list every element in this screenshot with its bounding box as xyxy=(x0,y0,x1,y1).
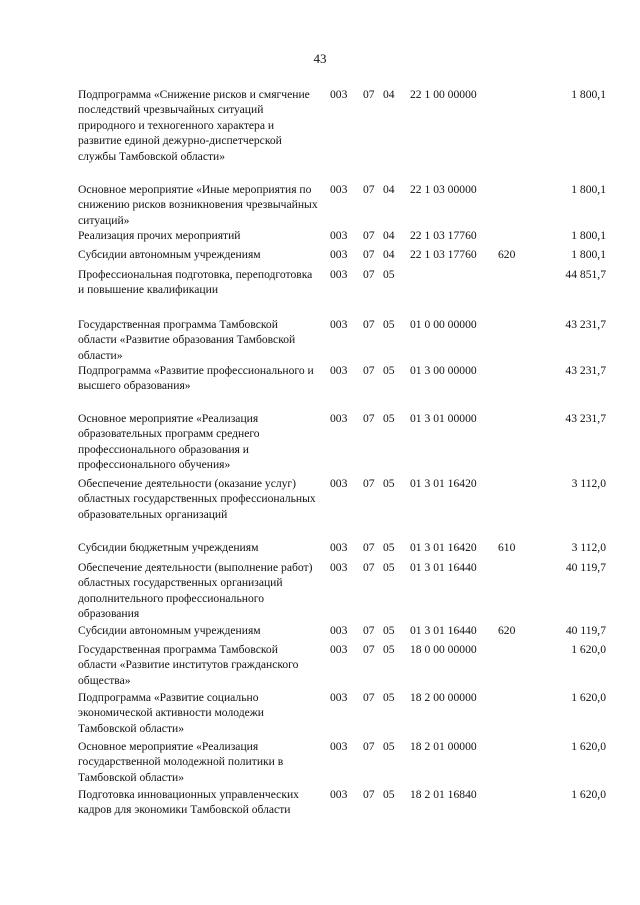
row-podrazdel-code: 05 xyxy=(383,318,395,331)
row-razdel-code: 07 xyxy=(363,691,375,704)
row-glav-code: 003 xyxy=(330,477,348,490)
row-razdel-code: 07 xyxy=(363,788,375,801)
row-podrazdel-code: 05 xyxy=(383,788,395,801)
row-glav-code: 003 xyxy=(330,624,348,637)
row-sum: 1 620,0 xyxy=(571,788,606,801)
row-glav-code: 003 xyxy=(330,643,348,656)
row-podrazdel-code: 04 xyxy=(383,183,395,196)
row-target-article: 01 3 00 00000 xyxy=(410,364,477,377)
row-podrazdel-code: 05 xyxy=(383,541,395,554)
row-podrazdel-code: 05 xyxy=(383,477,395,490)
row-name: Подпрограмма «Развитие социально экономической активности молодежи Тамбовской области» xyxy=(78,691,264,735)
row-sum: 1 800,1 xyxy=(571,229,606,242)
row-razdel-code: 07 xyxy=(363,412,375,425)
row-podrazdel-code: 05 xyxy=(383,624,395,637)
row-razdel-code: 07 xyxy=(363,561,375,574)
row-glav-code: 003 xyxy=(330,541,348,554)
row-expense-type: 610 xyxy=(498,541,516,554)
row-razdel-code: 07 xyxy=(363,229,375,242)
row-target-article: 01 0 00 00000 xyxy=(410,318,477,331)
row-glav-code: 003 xyxy=(330,561,348,574)
row-razdel-code: 07 xyxy=(363,268,375,281)
row-sum: 3 112,0 xyxy=(571,477,606,490)
row-sum: 1 800,1 xyxy=(571,248,606,261)
row-name: Государственная программа Тамбовской области «Развитие институтов гражданского общества» xyxy=(78,643,299,687)
row-sum: 44 851,7 xyxy=(565,268,606,281)
row-target-article: 18 0 00 00000 xyxy=(410,643,477,656)
row-glav-code: 003 xyxy=(330,691,348,704)
row-name: Подпрограмма «Снижение рисков и смягчение последствий чрезвычайных ситуаций природного и техногенного характера и развитие единой дежурно-диспетчерской службы Тамбовской области» xyxy=(78,88,310,163)
row-name: Подготовка инновационных управленческих кадров для экономики Тамбовской области xyxy=(78,788,299,817)
row-razdel-code: 07 xyxy=(363,477,375,490)
row-target-article: 01 3 01 16440 xyxy=(410,624,477,637)
row-name: Профессиональная подготовка, переподготовка и повышение квалификации xyxy=(78,268,313,297)
row-glav-code: 003 xyxy=(330,364,348,377)
row-sum: 40 119,7 xyxy=(565,624,606,637)
row-razdel-code: 07 xyxy=(363,624,375,637)
row-razdel-code: 07 xyxy=(363,541,375,554)
row-name: Субсидии бюджетным учреждениям xyxy=(78,541,259,554)
row-target-article: 18 2 01 00000 xyxy=(410,740,477,753)
row-sum: 3 112,0 xyxy=(571,541,606,554)
row-glav-code: 003 xyxy=(330,88,348,101)
row-name: Государственная программа Тамбовской области «Развитие образования Тамбовской области» xyxy=(78,318,296,362)
row-name: Обеспечение деятельности (выполнение работ) областных государственных организаций дополнительного профессионального образования xyxy=(78,561,313,621)
row-sum: 1 800,1 xyxy=(571,88,606,101)
row-name: Подпрограмма «Развитие профессионального и высшего образования» xyxy=(78,364,314,393)
row-target-article: 22 1 03 00000 xyxy=(410,183,477,196)
row-glav-code: 003 xyxy=(330,183,348,196)
row-name: Субсидии автономным учреждениям xyxy=(78,624,261,637)
row-razdel-code: 07 xyxy=(363,740,375,753)
row-sum: 43 231,7 xyxy=(565,412,606,425)
row-target-article: 01 3 01 16420 xyxy=(410,477,477,490)
row-glav-code: 003 xyxy=(330,229,348,242)
row-glav-code: 003 xyxy=(330,268,348,281)
page-number: 43 xyxy=(313,51,327,66)
row-target-article: 22 1 03 17760 xyxy=(410,248,477,261)
row-name: Реализация прочих мероприятий xyxy=(78,229,241,242)
row-sum: 43 231,7 xyxy=(565,318,606,331)
row-podrazdel-code: 05 xyxy=(383,364,395,377)
row-name: Основное мероприятие «Реализация государственной молодежной политики в Тамбовской области» xyxy=(78,740,284,784)
row-expense-type: 620 xyxy=(498,248,516,261)
row-target-article: 01 3 01 16440 xyxy=(410,561,477,574)
row-target-article: 22 1 03 17760 xyxy=(410,229,477,242)
row-razdel-code: 07 xyxy=(363,183,375,196)
row-name: Обеспечение деятельности (оказание услуг) областных государственных профессиональных образовательных организаций xyxy=(78,477,316,521)
row-podrazdel-code: 05 xyxy=(383,561,395,574)
row-razdel-code: 07 xyxy=(363,318,375,331)
row-glav-code: 003 xyxy=(330,318,348,331)
row-glav-code: 003 xyxy=(330,412,348,425)
row-glav-code: 003 xyxy=(330,788,348,801)
row-target-article: 22 1 00 00000 xyxy=(410,88,477,101)
row-name: Основное мероприятие «Реализация образовательных программ среднего профессионального образования и профессионального обучения» xyxy=(78,412,260,472)
row-podrazdel-code: 04 xyxy=(383,229,395,242)
row-sum: 1 620,0 xyxy=(571,643,606,656)
row-glav-code: 003 xyxy=(330,248,348,261)
row-target-article: 01 3 01 16420 xyxy=(410,541,477,554)
row-podrazdel-code: 05 xyxy=(383,268,395,281)
row-podrazdel-code: 05 xyxy=(383,740,395,753)
row-glav-code: 003 xyxy=(330,740,348,753)
row-podrazdel-code: 04 xyxy=(383,248,395,261)
row-podrazdel-code: 05 xyxy=(383,412,395,425)
row-podrazdel-code: 05 xyxy=(383,643,395,656)
row-sum: 1 800,1 xyxy=(571,183,606,196)
row-sum: 1 620,0 xyxy=(571,740,606,753)
row-razdel-code: 07 xyxy=(363,643,375,656)
row-razdel-code: 07 xyxy=(363,364,375,377)
row-razdel-code: 07 xyxy=(363,88,375,101)
row-expense-type: 620 xyxy=(498,624,516,637)
row-name: Субсидии автономным учреждениям xyxy=(78,248,261,261)
row-target-article: 01 3 01 00000 xyxy=(410,412,477,425)
row-podrazdel-code: 05 xyxy=(383,691,395,704)
row-podrazdel-code: 04 xyxy=(383,88,395,101)
row-target-article: 18 2 01 16840 xyxy=(410,788,477,801)
row-target-article: 18 2 00 00000 xyxy=(410,691,477,704)
row-sum: 43 231,7 xyxy=(565,364,606,377)
row-sum: 1 620,0 xyxy=(571,691,606,704)
row-sum: 40 119,7 xyxy=(565,561,606,574)
row-name: Основное мероприятие «Иные мероприятия по снижению рисков возникновения чрезвычайных ситуаций» xyxy=(78,183,318,227)
row-razdel-code: 07 xyxy=(363,248,375,261)
